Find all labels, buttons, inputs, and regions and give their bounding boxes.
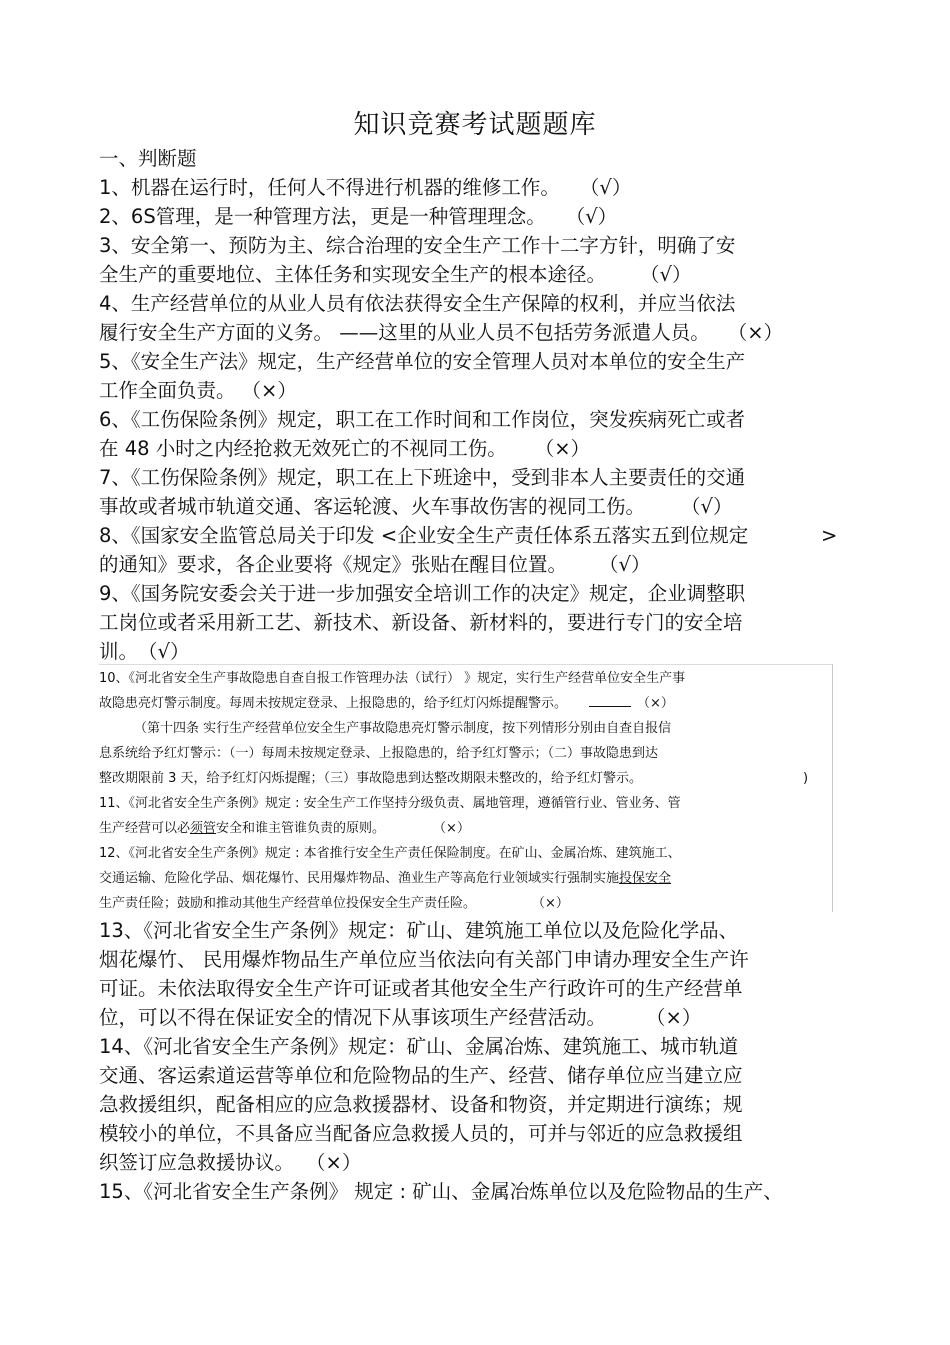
- question-14-line-1: 14、《河北省安全生产条例》规定：矿山、金属冶炼、建筑施工、城市轨道: [99, 1035, 739, 1058]
- question-text: 事故或者城市轨道交通、客运轮渡、火车事故伤害的视同工伤。: [99, 495, 646, 518]
- question-8-bracket: >: [821, 524, 838, 547]
- question-3-line-1: 3、安全第一、预防为主、综合治理的安全生产工作十二字方针，明确了安: [99, 234, 736, 257]
- question-text: 训。: [99, 640, 139, 663]
- underlined-text: 投保安全: [619, 871, 672, 886]
- inserted-block-right-border: [832, 664, 833, 912]
- question-text: 2、6S管理，是一种管理方法，更是一种管理理念。: [99, 205, 546, 228]
- question-10-line-2: [99, 691, 674, 716]
- question-10-line-1: 10、《河北省安全生产事故隐患自查自报工作管理办法（试行） 》规定，实行生产经营单位安全生产事: [99, 671, 686, 686]
- document-title: 知识竞赛考试题题库: [353, 110, 597, 140]
- question-8-line-1: [99, 521, 748, 550]
- question-9-line-1: 9、《国务院安委会关于进一步加强安全培训工作的决定》规定，企业调整职: [99, 582, 746, 605]
- question-14-line-3: 急救援组织，配备相应的应急救援器材、设备和物资，并定期进行演练；规: [99, 1093, 743, 1116]
- question-13-line-2: 烟花爆竹、 民用爆炸物品生产单位应当依法向有关部门申请办理安全生产许: [99, 948, 749, 971]
- answer-mark: （×）: [532, 896, 569, 911]
- question-5-line-2: [99, 376, 297, 405]
- question-text: 全生产的重要地位、主体任务和实现安全生产的根本途径。: [99, 263, 607, 286]
- answer-mark: （×）: [433, 821, 470, 836]
- question-14-line-2: 交通、客运索道运营等单位和危险物品的生产、经营、储存单位应当建立应: [99, 1064, 743, 1087]
- question-15-line-1: 15、《河北省安全生产条例》 规定 : 矿山、金属冶炼单位以及危险物品的生产、: [99, 1180, 783, 1203]
- question-text: 交通运输、危险化学品、烟花爆竹、民用爆炸物品、渔业生产等高危行业领域实行强制实施: [99, 871, 620, 886]
- question-text: 履行安全生产方面的义务。 ——这里的从业人员不包括劳务派遣人员。: [99, 321, 710, 344]
- answer-mark: （√）: [640, 263, 692, 286]
- question-2: [99, 202, 617, 231]
- question-12-line-1: 12、《河北省安全生产条例》规定 : 本省推行安全生产责任保险制度。在矿山、金属冶炼、建筑施工、: [99, 846, 681, 861]
- question-text: 的通知》要求，各企业要将《规定》张贴在醒目位置。: [99, 553, 568, 576]
- question-6-line-2: [99, 434, 590, 463]
- question-4-line-1: 4、生产经营单位的从业人员有依法获得安全生产保障的权利，并应当依法: [99, 292, 736, 315]
- question-text: 8、《国家安全监管总局关于印发 <企业安全生产责任体系五落实五到位规定: [99, 524, 749, 547]
- question-10-note-paren: ): [803, 771, 809, 786]
- question-13-line-1: 13、《河北省安全生产条例》规定：矿山、建筑施工单位以及危险化学品、: [99, 919, 739, 942]
- answer-blank: [589, 692, 631, 707]
- question-5-line-1: 5、《安全生产法》规定，生产经营单位的安全管理人员对本单位的安全生产: [99, 350, 746, 373]
- question-10-note-3: 整改期限前 3 天，给予红灯闪烁提醒；（三）事故隐患到达整改期限未整改的，给予红灯警示。: [99, 771, 643, 786]
- underlined-text: 须管: [190, 821, 217, 836]
- answer-mark: （√）: [681, 495, 733, 518]
- answer-mark: （√）: [579, 176, 632, 199]
- question-11-line-1: 11、《河北省安全生产条例》规定 : 安全生产工作坚持分级负责、属地管理，遵循管行业、管业务、管: [99, 796, 681, 811]
- question-11-line-2: [99, 816, 470, 841]
- inserted-block-top-border: [99, 664, 832, 665]
- question-7-line-2: [99, 492, 732, 521]
- answer-mark: （√）: [138, 640, 190, 663]
- answer-mark: （×）: [646, 1006, 702, 1029]
- question-12-line-3: [99, 891, 569, 916]
- question-13-line-3: 可证。未依法取得安全生产许可证或者其他安全生产行政许可的生产经营单: [99, 977, 743, 1000]
- answer-mark: （×）: [306, 1151, 362, 1174]
- answer-mark: （√）: [599, 553, 651, 576]
- question-text: 故隐患亮灯警示制度。每周未按规定登录、上报隐患的，给予红灯闪烁提醒警示。: [99, 696, 568, 711]
- answer-mark: （×）: [637, 696, 674, 711]
- question-text: 织签订应急救援协议。: [99, 1151, 295, 1174]
- question-9-line-2: 工岗位或者采用新工艺、新技术、新设备、新材料的，要进行专门的安全培: [99, 611, 743, 634]
- question-9-line-3: [99, 637, 189, 666]
- question-4-line-2: [99, 318, 783, 347]
- answer-mark: （×）: [727, 321, 784, 344]
- section-heading: 一、判断题: [99, 147, 197, 170]
- question-1: [99, 173, 631, 202]
- question-text: 生产经营可以必: [99, 821, 191, 836]
- question-text: 生产责任险；鼓励和推动其他生产经营单位投保安全生产责任险。: [99, 896, 477, 911]
- question-14-line-4: 模较小的单位，不具备应当配备应急救援人员的，可并与邻近的应急救援组: [99, 1122, 743, 1145]
- question-8-line-2: [99, 550, 650, 579]
- question-text: 安全和谁主管谁负责的原则。: [216, 821, 386, 836]
- question-text: 工作全面负责。: [99, 379, 236, 402]
- answer-mark: （×）: [534, 437, 591, 460]
- question-14-line-5: [99, 1148, 361, 1177]
- answer-mark: （×）: [241, 379, 297, 402]
- question-3-line-2: [99, 260, 691, 289]
- question-text: 在 48 小时之内经抢救无效死亡的不视同工伤。: [99, 437, 507, 460]
- question-7-line-1: 7、《工伤保险条例》规定，职工在上下班途中，受到非本人主要责任的交通: [99, 466, 746, 489]
- question-text: 位，可以不得在保证安全的情况下从事该项生产经营活动。: [99, 1006, 607, 1029]
- question-text: 1、机器在运行时，任何人不得进行机器的维修工作。: [99, 176, 560, 199]
- question-10-note-1: （第十四条 实行生产经营单位安全生产事故隐患亮灯警示制度，按下列情形分别由自查自报信: [134, 721, 672, 736]
- question-13-line-4: [99, 1003, 701, 1032]
- answer-mark: （√）: [565, 205, 618, 228]
- question-6-line-1: 6、《工伤保险条例》规定，职工在工作时间和工作岗位，突发疾病死亡或者: [99, 408, 746, 431]
- question-10-note-2: 息系统给予红灯警示：（一）每周未按规定登录、上报隐患的，给予红灯警示；（二）事故隐患到达: [99, 746, 659, 761]
- question-12-line-2: [99, 866, 671, 891]
